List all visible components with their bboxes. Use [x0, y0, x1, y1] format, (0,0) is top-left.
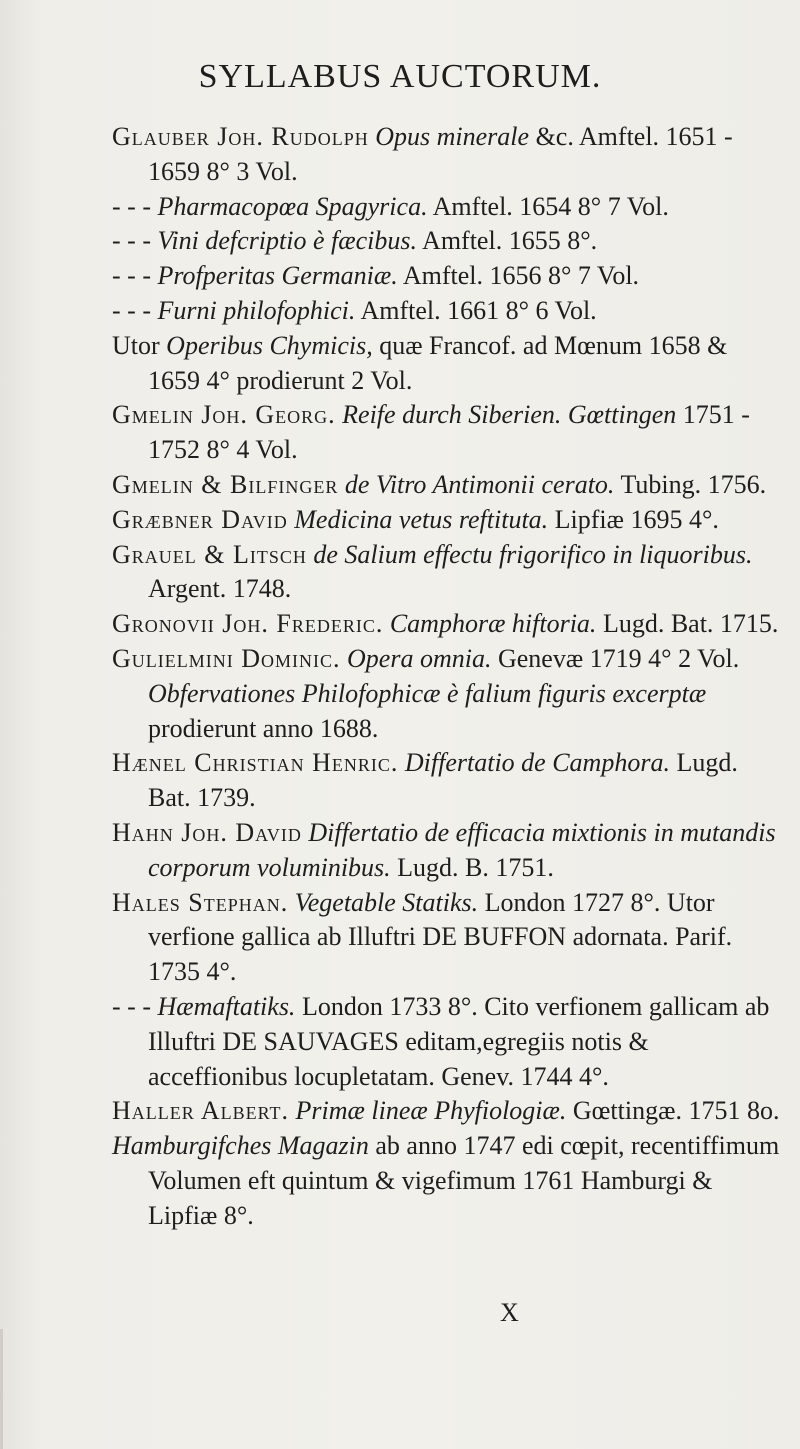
entry-author: Græbner David [112, 504, 288, 534]
entry-ditto: - - - [112, 226, 151, 256]
entry-grauel-litsch [112, 538, 782, 608]
entry-haenel [112, 746, 782, 816]
entry-hales-haemastatiks [112, 990, 782, 1094]
entry-title: Pharmacopœa Spagyrica. [157, 191, 428, 221]
entry-title: Differtatio de efficacia mixtionis in mutandis corporum voluminibus. [148, 817, 776, 882]
entry-title: Profperitas Germaniæ. [157, 261, 398, 291]
entry-details: 1751 - 1752 8° 4 Vol. [148, 400, 750, 465]
signature-mark: X [500, 1298, 519, 1327]
page-header: SYLLABUS AUCTORUM. [198, 58, 602, 95]
entry-title: Opus minerale [375, 122, 530, 151]
entry-hahn [112, 816, 782, 886]
entry-hamburgisches-magazin [112, 1129, 782, 1233]
entry-title: Vegetable Statiks. [294, 887, 479, 917]
entry-glauber-prosperitas [112, 259, 782, 294]
entry-author: Grauel & Litsch [112, 539, 307, 569]
entry-gronovius [112, 607, 782, 642]
entry-gulielmini [112, 642, 782, 746]
entry-details: Argent. 1748. [148, 574, 292, 604]
entry-glauber-pharmacopoea [112, 190, 782, 225]
entry-title: Opera omnia. [347, 643, 492, 673]
entry-author: Haller Albert. [112, 1096, 290, 1126]
entry-details: Amftel. 1656 8° 7 Vol. [402, 261, 640, 291]
page-edge-shadow [0, 1329, 3, 1449]
entry-list [112, 120, 782, 1234]
entry-gmelin-bilfinger [112, 468, 782, 503]
entry-title: Primæ lineæ Phyfiologiæ. [295, 1096, 567, 1126]
entry-author: Glauber Joh. Rudolph [112, 122, 369, 151]
entry-author: Gronovii Joh. Frederic. [112, 609, 384, 639]
entry-ditto: - - - [112, 261, 151, 291]
entry-details: quæ Francof. ad Mœnum 1658 & 1659 4° prodierunt 2 Vol. [148, 330, 728, 395]
entry-gmelin-reife [112, 398, 782, 468]
entry-title-secondary: Obfervationes Philofophicæ è falium figuris excerptæ [148, 678, 707, 708]
entry-author: Hales Stephan. [112, 887, 289, 917]
entry-glauber-opus [112, 120, 782, 190]
entry-details: Amftel. 1655 8°. [422, 226, 598, 256]
entry-details-secondary: prodierunt anno 1688. [148, 713, 379, 743]
entry-ditto: - - - [112, 295, 151, 325]
entry-details: Lugd. Bat. 1739. [148, 748, 738, 813]
entry-graebner [112, 503, 782, 538]
entry-utor-operibus [112, 329, 782, 399]
entry-title: Operibus Chymicis, [166, 330, 373, 360]
entry-author: Gulielmini Dominic. [112, 643, 341, 673]
entry-title: Medicina vetus reftituta. [294, 504, 549, 534]
entry-title: Hamburgifches Magazin [112, 1131, 369, 1161]
entry-details: Lipfiæ 1695 4°. [554, 504, 719, 534]
entry-glauber-vini [112, 224, 782, 259]
entry-lead: Utor [112, 330, 160, 360]
entry-title: Differtatio de Camphora. [404, 748, 670, 778]
entry-details: London 1733 8°. Cito verfionem gallicam ab Illuftri DE SAUVAGES editam,egregiis notis & acceffionibus locupletatam. Genev. 1744 4°. [148, 991, 770, 1091]
entry-author: Gmelin & Bilfinger [112, 469, 339, 499]
entry-details: Amftel. 1661 8° 6 Vol. [360, 295, 597, 325]
entry-details: Amftel. 1654 8° 7 Vol. [432, 191, 669, 221]
entry-details: Lugd. Bat. 1715. [602, 609, 779, 639]
entry-glauber-furni [112, 294, 782, 329]
entry-title: Vini defcriptio è fæcibus. [157, 226, 417, 256]
entry-author: Hahn Joh. David [112, 817, 302, 847]
entry-details: London 1727 8°. Utor verfione gallica ab Illuftri DE BUFFON adornata. Parif. 1735 4°. [148, 887, 733, 987]
entry-details: Gœttingæ. 1751 8o. [572, 1096, 780, 1126]
entry-hales-vegetable [112, 886, 782, 990]
entry-details: ab anno 1747 edi cœpit, recentiffimum Volumen eft quintum & vigefimum 1761 Hamburgi & Lipfiæ 8°. [148, 1131, 780, 1230]
entry-details: Genevæ 1719 4° 2 Vol. [497, 643, 740, 673]
entry-details: &c. Amftel. 1651 - 1659 8° 3 Vol. [148, 122, 733, 186]
entry-title: Reife durch Siberien. Gœttingen [342, 400, 677, 430]
entry-details: Tubing. 1756. [620, 469, 767, 499]
entry-title: de Salium effectu frigorifico in liquoribus. [313, 539, 753, 569]
entry-title: de Vitro Antimonii cerato. [344, 469, 615, 499]
entry-author: Hænel Christian Henric. [112, 748, 399, 778]
entry-ditto: - - - [112, 191, 151, 221]
entry-title: Camphoræ hiftoria. [389, 609, 597, 639]
entry-author: Gmelin Joh. Georg. [112, 400, 336, 430]
entry-ditto: - - - [112, 991, 151, 1021]
entry-haller [112, 1094, 782, 1129]
entry-details: Lugd. B. 1751. [397, 852, 554, 882]
entry-title: Furni philofophici. [157, 295, 356, 325]
entry-title: Hæmaftatiks. [157, 991, 296, 1021]
